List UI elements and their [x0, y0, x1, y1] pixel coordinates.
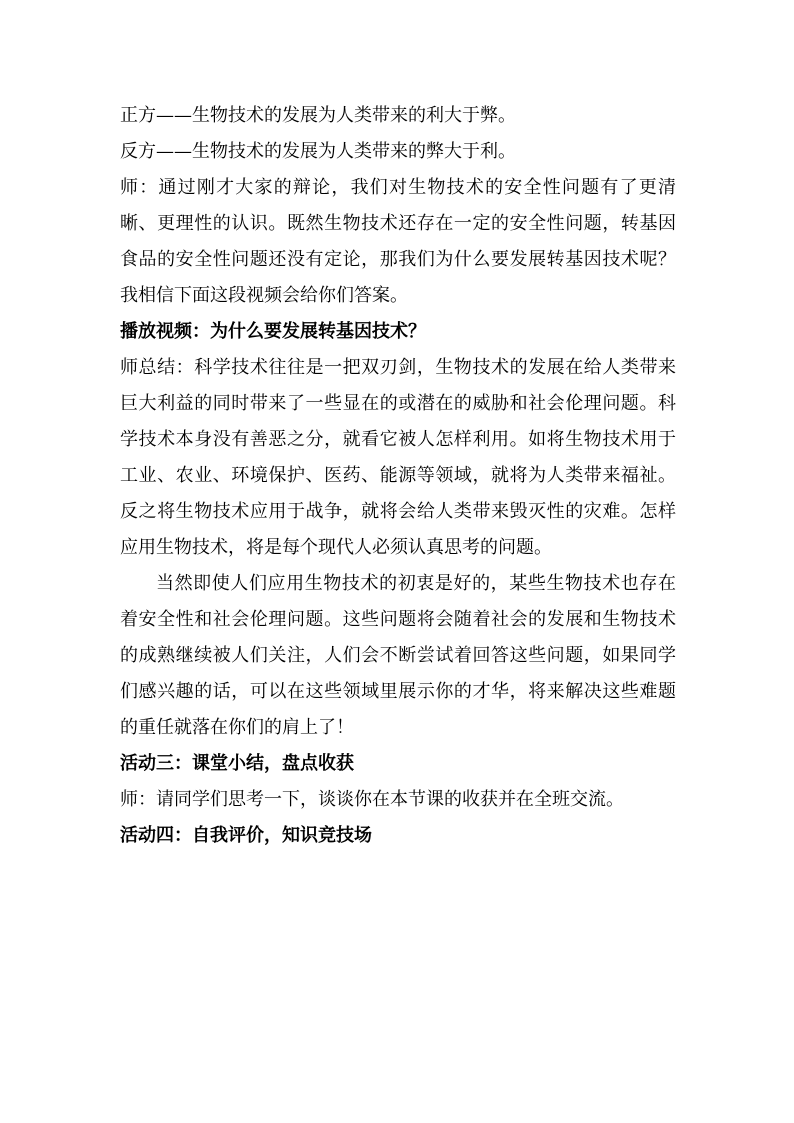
teacher-remark-paragraph: 师：通过刚才大家的辩论，我们对生物技术的安全性问题有了更清晰、更理性的认识。既然生物技术还存在一定的安全性问题，转基因食品的安全性问题还没有定论，那我们为什么要发展转基因技术呢？我相信下面这段视频会给你们答案。: [120, 177, 676, 306]
activity-three-heading: 活动三：课堂小结，盘点收获: [120, 753, 354, 774]
video-heading: 播放视频：为什么要发展转基因技术？: [120, 321, 426, 342]
document-body: [120, 98, 676, 854]
ethics-paragraph: 当然即使人们应用生物技术的初衷是好的，某些生物技术也存在着安全性和社会伦理问题。这些问题将会随着社会的发展和生物技术的成熟继续被人们关注，人们会不断尝试着回答这些问题，如果同学们感兴趣的话，可以在这些领域里展示你的才华，将来解决这些难题的重任就落在你们的肩上了！: [120, 573, 676, 738]
debate-affirmative-line: 正方——生物技术的发展为人类带来的利大于弊。: [120, 105, 516, 126]
teacher-prompt-paragraph: 师：请同学们思考一下，谈谈你在本节课的收获并在全班交流。: [120, 789, 624, 810]
activity-four-heading: 活动四：自我评价，知识竞技场: [120, 825, 372, 846]
teacher-summary-paragraph: 师总结：科学技术往往是一把双刃剑，生物技术的发展在给人类带来巨大利益的同时带来了一些显在的或潜在的威胁和社会伦理问题。科学技术本身没有善恶之分，就看它被人怎样利用。如将生物技术用于工业、农业、环境保护、医药、能源等领域，就将为人类带来福祉。反之将生物技术应用于战争，就将会给人类带来毁灭性的灾难。怎样应用生物技术，将是每个现代人必须认真思考的问题。: [120, 357, 676, 558]
debate-negative-line: 反方——生物技术的发展为人类带来的弊大于利。: [120, 141, 516, 162]
